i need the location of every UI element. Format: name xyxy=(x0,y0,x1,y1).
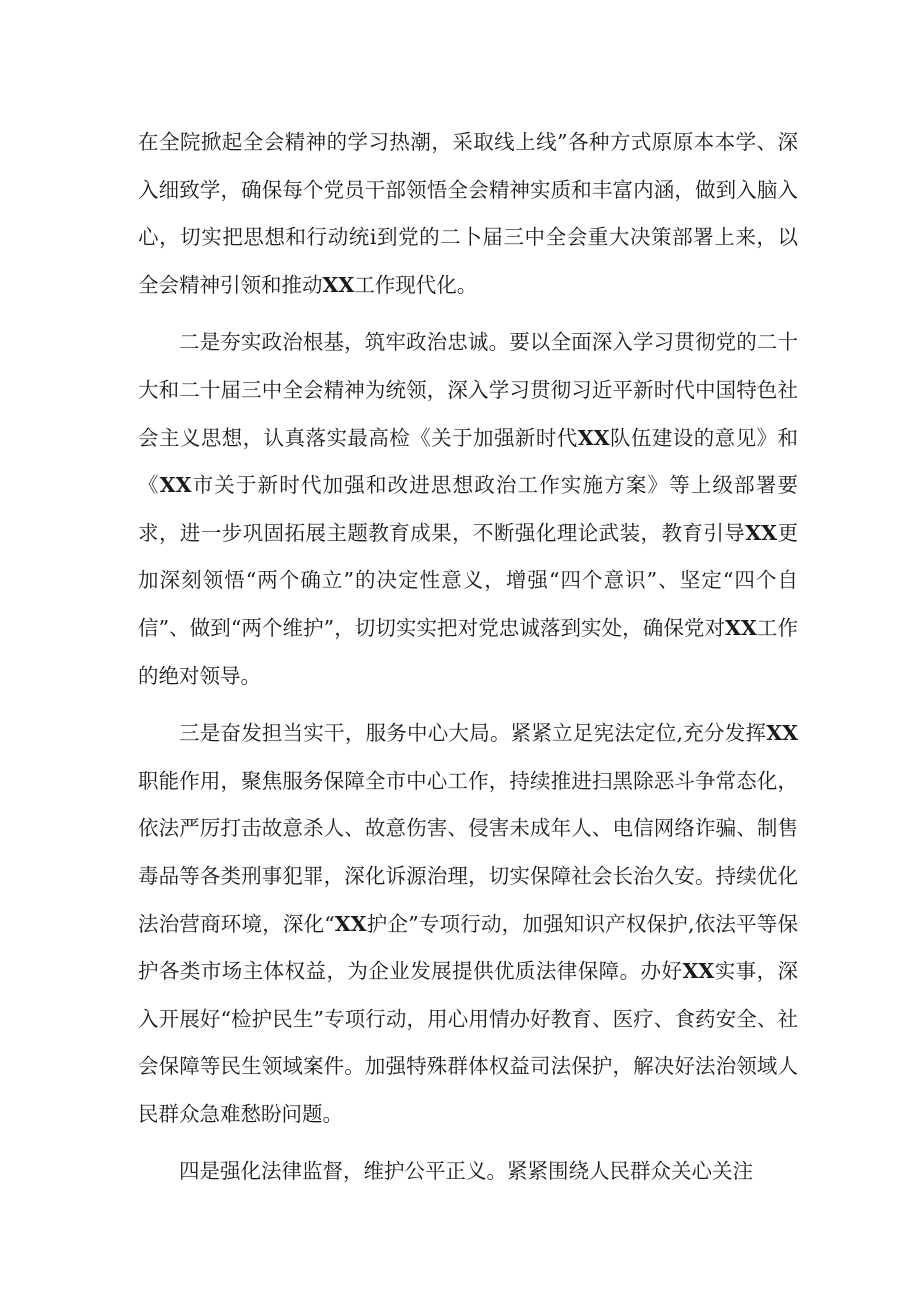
paragraph-2: 二是夯实政治根基，筑牢政治忠诚。要以全面深入学习贯彻党的二十大和二十届三中全会精神为统领，深入学习贯彻习近平新时代中国特色社会主义思想，认真落实最高检《关于加强新时代XX队伍建设的意见》和《XX市关于新时代加强和改进思想政治工作实施方案》等上级部署要求，进一步巩固拓展主题教育成果，不断强化理论武装，教育引导XX更加深刻领悟“两个确立”的决定性意义，增强“四个意识”、坚定“四个自信”、做到“两个维护”，切切实实把对党忠诚落到实处，确保党对XX工作的绝对领导。 xyxy=(138,330,799,688)
document-body xyxy=(138,119,798,1196)
paragraph-3: 三是奋发担当实干，服务中心大局。紧紧立足宪法定位,充分发挥XX职能作用，聚焦服务保障全市中心工作，持续推进扫黑除恶斗争常态化，依法严厉打击故意杀人、故意伤害、侵害未成年人、电信网络诈骗、制售毒品等各类刑事犯罪，深化诉源治理，切实保障社会长治久安。持续优化法治营商环境，深化“XX护企”专项行动，加强知识产权保护,依法平等保护各类市场主体权益，为企业发展提供优质法律保障。办好XX实事，深入开展好“检护民生”专项行动，用心用情办好教育、医疗、食药安全、社会保障等民生领域案件。加强特殊群体权益司法保护，解决好法治领域人民群众急难愁盼问题。 xyxy=(138,721,799,1126)
paragraph-4: 四是强化法律监督，维护公平正义。紧紧围绕人民群众关心关注 xyxy=(179,1159,753,1184)
paragraph-1: 在全院掀起全会精神的学习热潮，采取线上线”各种方式原原本本学、深入细致学，确保每个党员干部领悟全会精神实质和丰富内涵，做到入脑入心，切实把思想和行动统i到党的二卜届三中全会重大决策部署上来，以全会精神引领和推动XX工作现代化。 xyxy=(138,130,798,297)
